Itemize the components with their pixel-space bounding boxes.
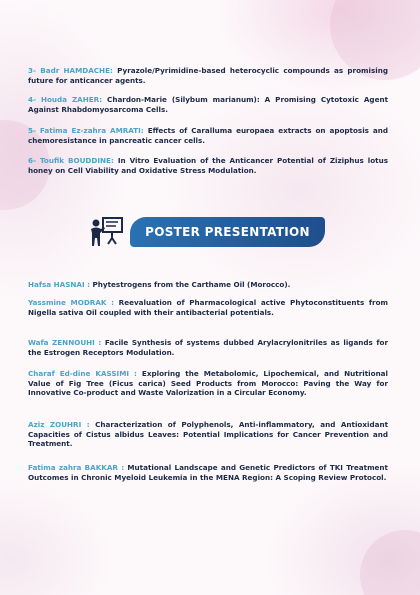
presentation-board-icon	[90, 216, 124, 248]
oral-entry	[28, 95, 388, 114]
presenter-name: Aziz ZOUHRI :	[28, 420, 90, 429]
presentation-title: Mutational Landscape and Genetic Predictors of TKI Treatment Outcomes in Chronic Myeloid Leukemia in the MENA Region: A Scoping Review Protocol.	[28, 463, 388, 482]
presenter-name: Hafsa HASNAI :	[28, 280, 91, 289]
presentation-title: Phytestrogens from the Carthame Oil (Morocco).	[92, 280, 291, 289]
presentation-title: In Vitro Evaluation of the Anticancer Potential of Ziziphus lotus honey on Cell Viability and Oxidative Stress Modulation.	[28, 156, 388, 175]
poster-entry	[28, 280, 388, 290]
presenter-name: Wafa ZENNOUHI :	[28, 338, 102, 347]
oral-entry	[28, 66, 388, 85]
presenter-name: 4- Houda ZAHER:	[28, 95, 103, 104]
oral-entry	[28, 126, 388, 145]
presentation-title: Reevaluation of Pharmacological active Phytoconstituents from Nigella sativa Oil coupled with their antibacterial potentials.	[28, 298, 389, 317]
section-banner	[130, 217, 325, 247]
section-title: POSTER PRESENTATION	[145, 225, 310, 239]
poster-entry	[28, 420, 388, 449]
presentation-title: Characterization of Polyphenols, Anti-inflammatory, and Antioxidant Capacities of Cistus albidus Leaves: Potential Implications for Cancer Prevention and Treatment.	[28, 420, 389, 449]
poster-entry	[28, 298, 388, 317]
presentation-title: Effects of Caralluma europaea extracts on apoptosis and chemoresistance in pancreatic cancer cells.	[28, 126, 388, 145]
presenter-name: Fatima zahra BAKKAR :	[28, 463, 125, 472]
presentation-title: Chardon-Marie (Silybum marianum): A Promising Cytotoxic Agent Against Rhabdomyosarcoma Cells.	[28, 95, 389, 114]
presenter-name: Charaf Ed-dine KASSIMI :	[28, 369, 137, 378]
presenter-name: 3- Badr HAMDACHE:	[28, 66, 113, 75]
poster-entry	[28, 338, 388, 357]
presentation-title: Facile Synthesis of systems dubbed Arylacrylonitriles as ligands for the Estrogen Receptors Modulation.	[28, 338, 389, 357]
poster-entry	[28, 369, 388, 398]
presenter-name: 6- Toufik BOUDDINE:	[28, 156, 114, 165]
presentation-title: Exploring the Metabolomic, Lipochemical, and Nutritional Value of Fig Tree (Ficus carica) Seed Products from Morocco: Paving the Way for Innovative Co-product and Waste Valorization in a Circular Economy.	[28, 369, 388, 398]
presenter-name: Yassmine MODRAK :	[28, 298, 114, 307]
poster-entry	[28, 463, 388, 482]
oral-entry	[28, 156, 388, 175]
presentation-title: Pyrazole/Pyrimidine-based heterocyclic compounds as promising future for anticancer agents.	[28, 66, 388, 85]
presenter-name: 5- Fatima Ez-zahra AMRATI:	[28, 126, 144, 135]
